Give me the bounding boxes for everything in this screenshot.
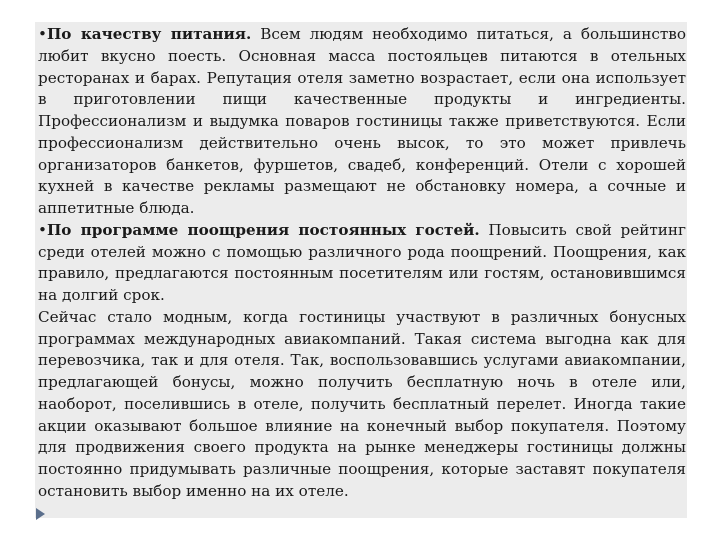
paragraph-text: Всем людям необходимо питаться, а большинство любит вкусно поесть. Основная масса постояльцев питаются в отельных ресторанах и барах. Репутация отеля заметно возрастает, если она использует в приготовлении пищи качественные продукты и ингредиенты. Профессионализм и выдумка поваров гостиницы также приветствуются. Если профессионализм действительно очень высок, то это может привлечь организаторов банкетов, фуршетов, свадеб, конференций. Отели с хорошей кухней в качестве рекламы размещают не обстановку номера, а сочные и аппетитные блюда. [38,25,686,217]
slide-content-area [35,22,687,518]
paragraph-heading: По качеству питания. [46,25,252,43]
paragraph-nutrition [38,24,686,220]
bullet-marker: • [38,220,47,239]
paragraph-loyalty-program [38,220,686,307]
bullet-marker: • [38,25,47,43]
play-arrow-icon[interactable] [36,508,45,520]
paragraph-text: Сейчас стало модным, когда гостиницы участвуют в различных бонусных программах международных авиакомпаний. Такая система выгодна как для перевозчика, так и для отеля. Так, воспользовавшись услугами авиакомпании, предлагающей бонусы, можно получить бесплатную ночь в отеле или, наоборот, поселившись в отеле, получить бесплатный перелет. Иногда такие акции оказывают большое влияние на конечный выбор покупателя. Поэтому для продвижения своего продукта на рынке менеджеры гостиницы должны постоянно придумывать различные поощрения, которые заставят покупателя остановить выбор именно на их отеле. [38,307,686,500]
body-text [38,24,686,503]
paragraph-airline-bonus [38,307,686,503]
paragraph-heading: По программе поощрения постоянных гостей. [46,220,480,239]
paragraph-text: Повысить свой рейтинг среди отелей можно с помощью различного рода поощрений. Поощрения, как правило, предлагаются постоянным посетителям или гостям, остановившимся на долгий срок. [38,220,686,304]
